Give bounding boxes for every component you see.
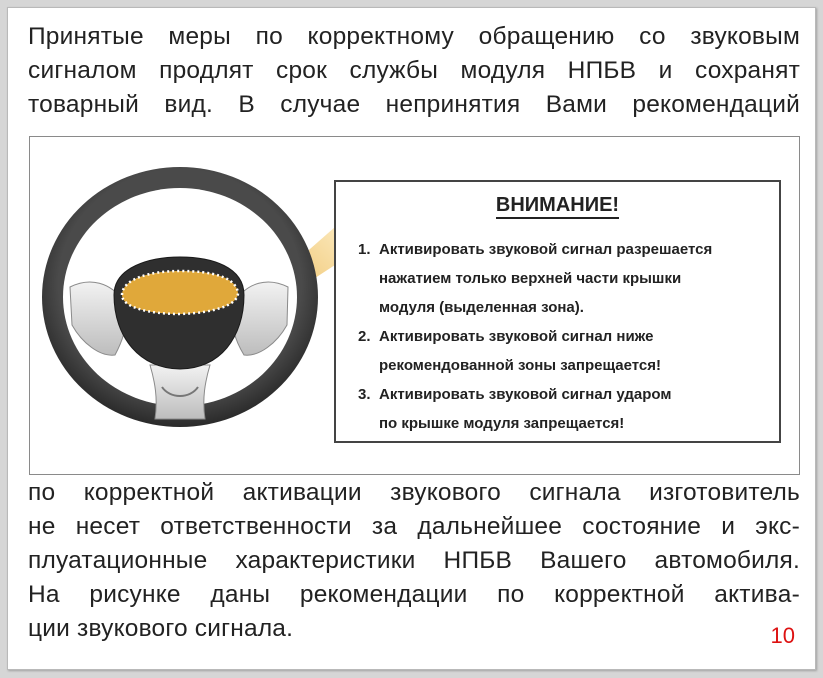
warning-item-line: модуля (выделенная зона). <box>379 299 584 316</box>
bottom-paragraph <box>28 476 800 646</box>
warning-item <box>358 235 768 322</box>
paragraph-line: сигналом продлят срок службы модуля НПБВ и сохранят <box>28 57 800 84</box>
warning-notice <box>334 180 781 443</box>
warning-item-line: рекомендованной зоны запрещается! <box>379 357 662 374</box>
warning-item-line: по крышке модуля запрещается! <box>379 415 625 432</box>
warning-item-line: Активировать звуковой сигнал ударом <box>379 386 672 403</box>
paragraph-line: не несет ответственности за дальнейшее состояние и экс- <box>28 513 800 540</box>
paragraph-line: ции звукового сигнала. <box>28 615 294 642</box>
steering-wheel-figure <box>29 136 800 475</box>
paragraph-line: по корректной активации звукового сигнала изготовитель <box>28 479 800 506</box>
warning-item-number: 2. <box>358 328 371 345</box>
warning-item-line: нажатием только верхней части крышки <box>379 270 682 287</box>
warning-item-line: Активировать звуковой сигнал разрешается <box>379 241 713 258</box>
highlighted-zone <box>122 271 238 314</box>
top-paragraph <box>28 20 800 122</box>
warning-title: ВНИМАНИЕ! <box>336 194 779 217</box>
warning-item <box>358 380 768 438</box>
warning-item <box>358 322 768 380</box>
warning-item-number: 3. <box>358 386 371 403</box>
page-number: 10 <box>770 623 795 648</box>
wheel-spoke-bottom <box>150 365 210 419</box>
warning-list <box>358 235 768 438</box>
paragraph-line: плуатационные характеристики НПБВ Вашего автомобиля. <box>28 547 800 574</box>
warning-item-number: 1. <box>358 241 371 258</box>
paragraph-line: Принятые меры по корректному обращению со звуковым <box>28 23 800 50</box>
paragraph-line: На рисунке даны рекомендации по корректной активa- <box>28 581 800 608</box>
manual-page <box>7 7 816 670</box>
paragraph-line: товарный вид. В случае непринятия Вами рекомендаций <box>28 91 800 118</box>
warning-item-line: Активировать звуковой сигнал ниже <box>379 328 654 345</box>
